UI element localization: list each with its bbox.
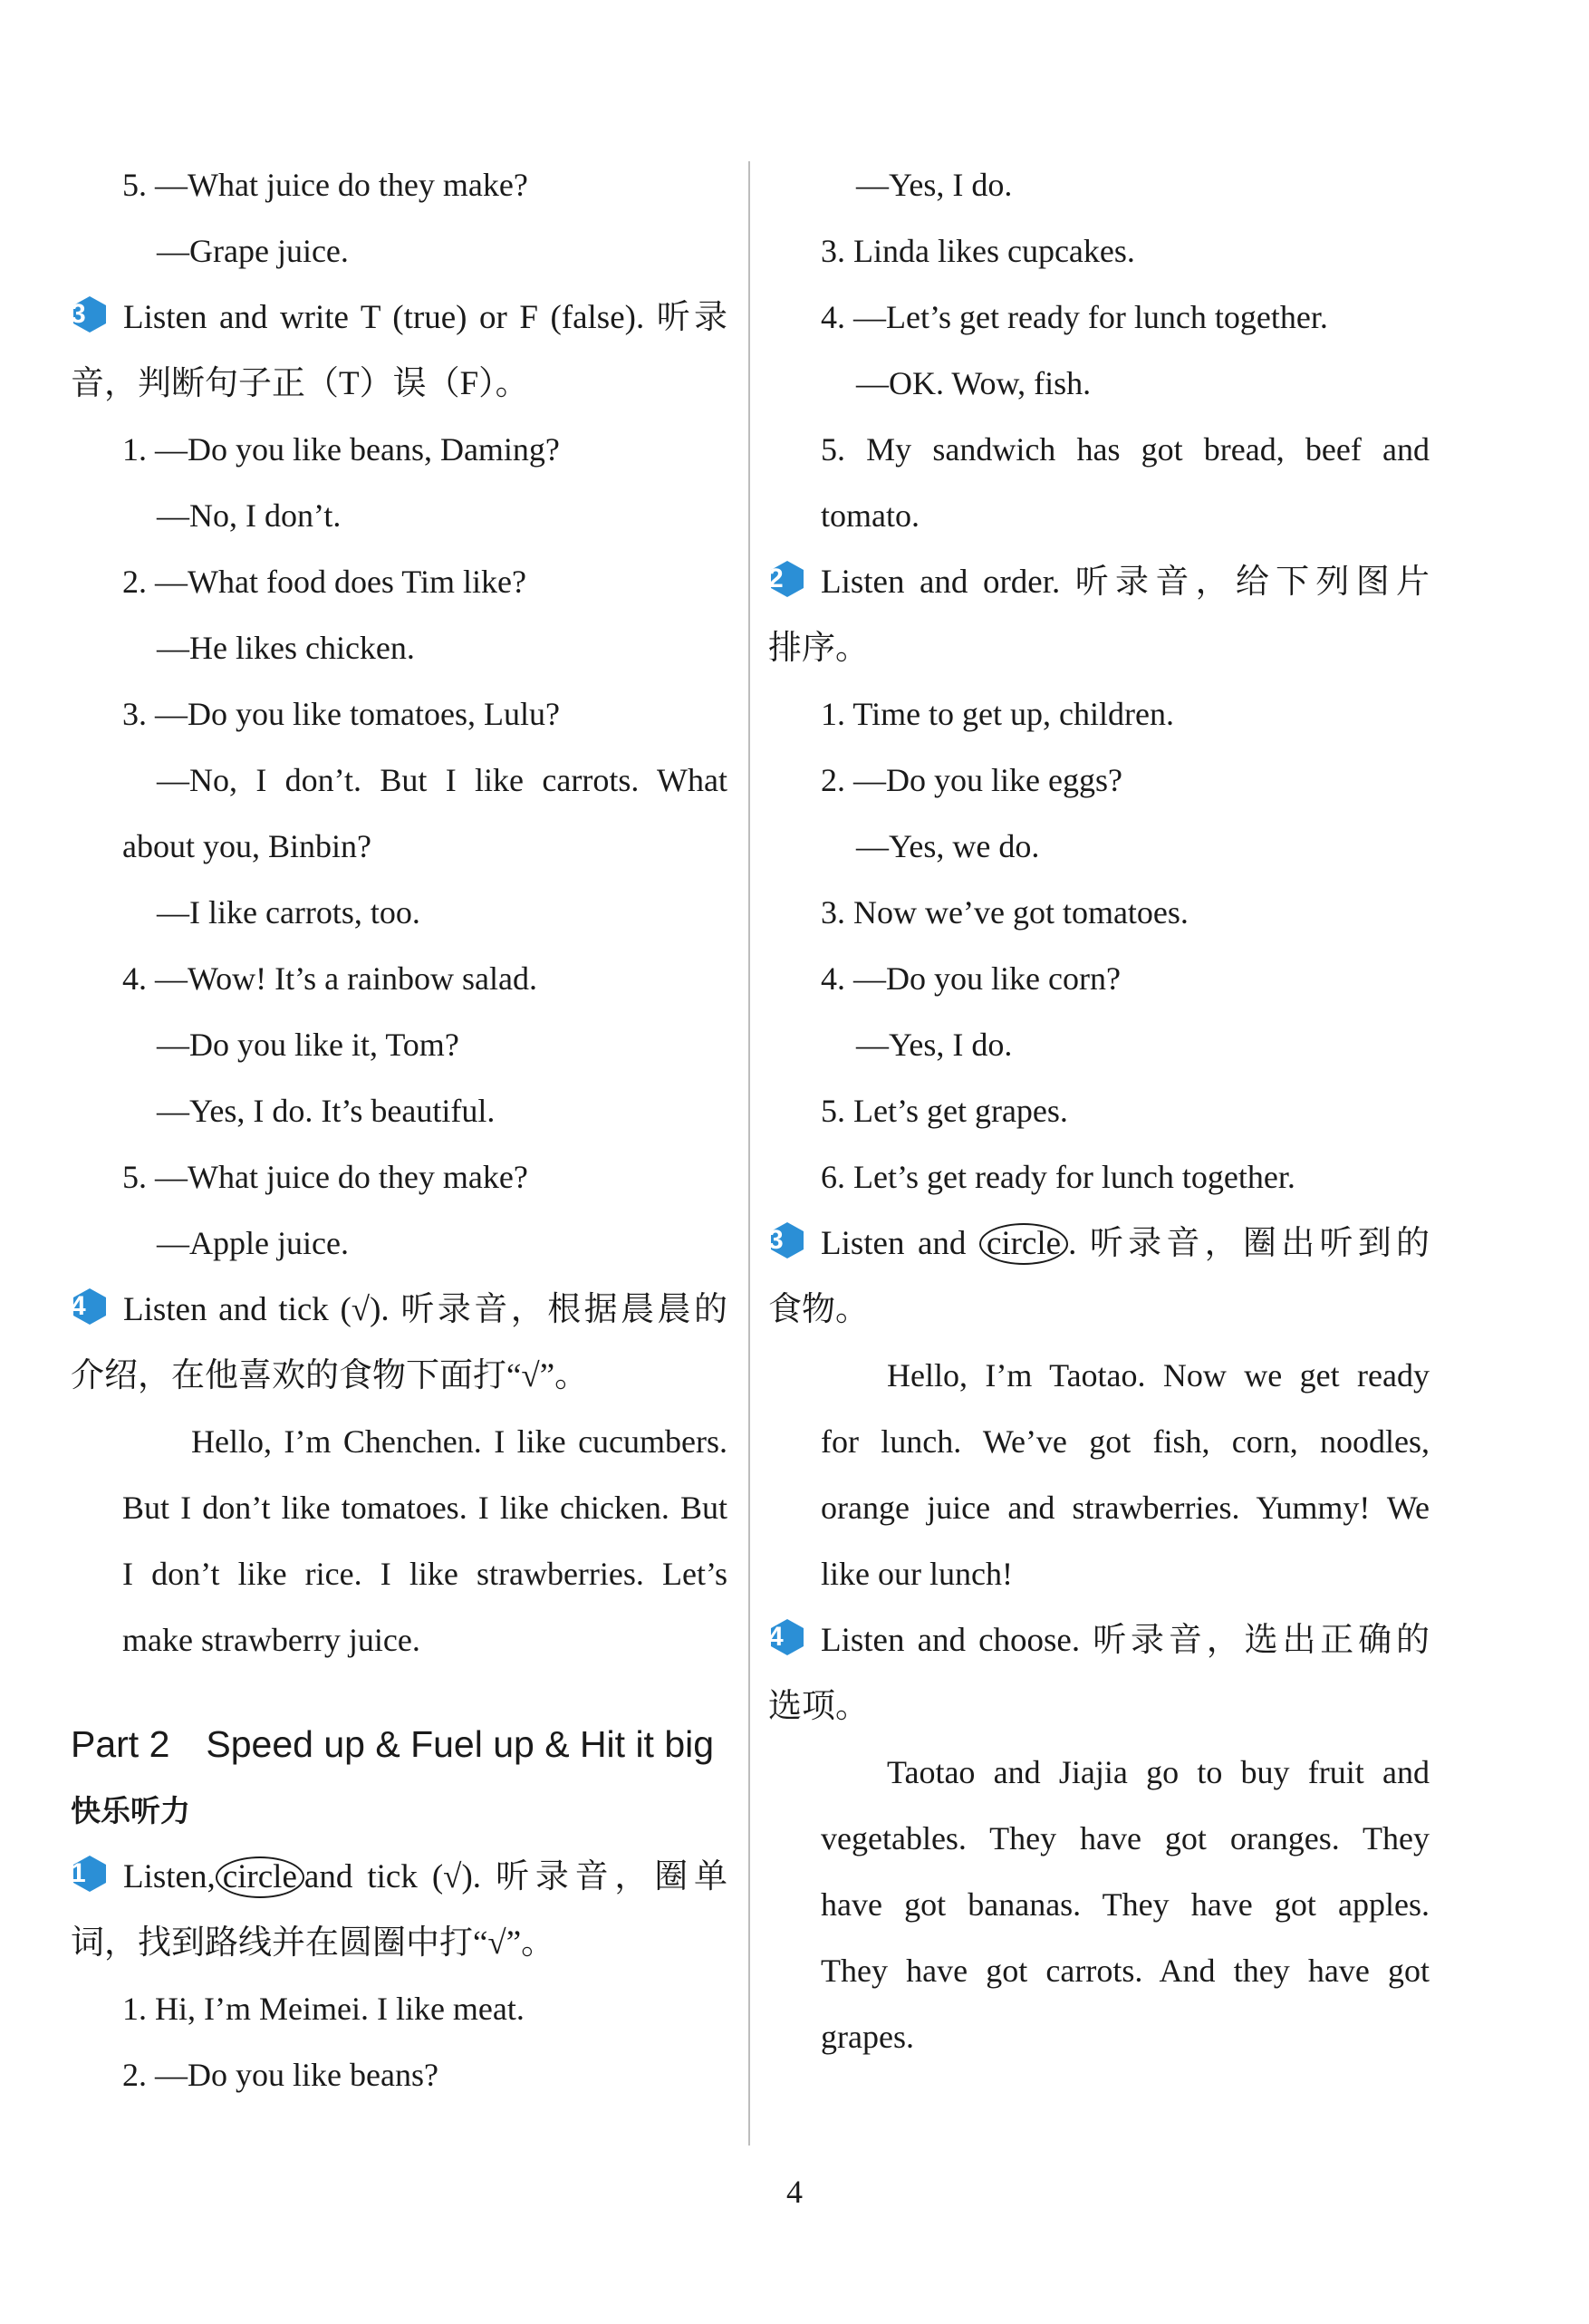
text-line: 3. Now we’ve got tomatoes.: [821, 894, 1189, 931]
exercise-4-right: [768, 1607, 1430, 2070]
exercise-heading: [768, 549, 1430, 615]
text-line: —Yes, I do.: [856, 167, 1013, 203]
exercise-heading: [768, 1607, 1430, 1673]
paragraph-line: Hello, I’m Chenchen. I like cucumbers.: [191, 1423, 727, 1460]
part-title: [71, 1712, 727, 1778]
part-name: Speed up & Fuel up & Hit it big: [206, 1723, 715, 1765]
text-line: —He likes chicken.: [157, 630, 415, 666]
text-line: —No, I don’t. But I like carrots. What: [157, 762, 727, 798]
text-line: 5. —What juice do they make?: [122, 167, 528, 203]
section-subtitle: 快乐听力: [71, 1793, 190, 1828]
heading-text-cont: 选项。: [768, 1688, 869, 1725]
text-line: 3. Linda likes cupcakes.: [821, 233, 1135, 269]
part-label: Part 2: [71, 1723, 170, 1765]
paragraph-line: for lunch. We’ve got fish, corn, noodles,: [821, 1423, 1430, 1460]
left-column: [71, 152, 727, 2108]
text-line: —Yes, we do.: [856, 828, 1040, 864]
exercise-heading: [71, 1277, 727, 1343]
paragraph-line: have got bananas. They have got apples.: [821, 1886, 1430, 1923]
text-line: 1. —Do you like beans, Daming?: [122, 431, 560, 468]
text-line: 5. Let’s get grapes.: [821, 1093, 1068, 1129]
paragraph-line: Hello, I’m Taotao. Now we get ready: [887, 1357, 1430, 1393]
heading-text: Listen and order. 听录音，给下列图片: [821, 564, 1430, 601]
text-line: 4. —Let’s get ready for lunch together.: [821, 299, 1328, 335]
number-badge: 3: [71, 295, 109, 333]
circled-word: circle: [979, 1223, 1068, 1265]
text-line: tomato.: [821, 497, 920, 534]
text-line: about you, Binbin?: [122, 828, 371, 864]
heading-text: Listen and choose. 听录音，选出正确的: [821, 1622, 1430, 1659]
exercise-2-right: [768, 549, 1430, 1210]
exercise-4-left: [71, 1277, 727, 1673]
text-line: 1. Time to get up, children.: [821, 696, 1174, 732]
text-line: 4. —Do you like corn?: [821, 960, 1121, 997]
heading-text-cont: 介绍，在他喜欢的食物下面打“√”。: [71, 1357, 589, 1394]
exercise-3-right: [768, 1210, 1430, 1607]
text-line: —Yes, I do.: [856, 1027, 1013, 1063]
circled-word: circle: [216, 1856, 304, 1898]
text-line: —OK. Wow, fish.: [856, 365, 1092, 401]
exercise-heading: [71, 1844, 727, 1910]
column-divider: [748, 161, 750, 2146]
paragraph-line: They have got carrots. And they have got: [821, 1953, 1430, 1989]
pre-lines: [768, 152, 1430, 549]
text-line: 2. —Do you like eggs?: [821, 762, 1122, 798]
page-number: 4: [786, 2174, 803, 2210]
exercise-heading: [768, 1210, 1430, 1277]
paragraph-line: grapes.: [821, 2019, 914, 2055]
pre-lines: [71, 152, 727, 284]
heading-text-cont: 食物。: [768, 1291, 869, 1328]
text-line: 2. —Do you like beans?: [122, 2057, 438, 2093]
paragraph-line: vegetables. They have got oranges. They: [821, 1820, 1430, 1856]
paragraph-line: But I don’t like tomatoes. I like chicken. But: [122, 1490, 727, 1526]
part-2-section: [71, 1712, 727, 1844]
text-line: —Do you like it, Tom?: [157, 1027, 459, 1063]
text-line: 3. —Do you like tomatoes, Lulu?: [122, 696, 560, 732]
paragraph-line: I don’t like rice. I like strawberries. Let’s: [122, 1556, 727, 1592]
heading-text-cont: 词，找到路线并在圆圈中打“√”。: [71, 1924, 555, 1962]
heading-text: . 听录音，圈出听到的: [1068, 1225, 1430, 1262]
number-badge: 2: [768, 560, 806, 598]
text-line: 5. My sandwich has got bread, beef and: [821, 431, 1430, 468]
paragraph-line: orange juice and strawberries. Yummy! We: [821, 1490, 1430, 1526]
text-line: —Yes, I do. It’s beautiful.: [157, 1093, 496, 1129]
heading-text: and tick (√). 听录音，圈单: [303, 1858, 727, 1895]
text-line: 1. Hi, I’m Meimei. I like meat.: [122, 1991, 525, 2027]
text-line: —I like carrots, too.: [157, 894, 420, 931]
text-line: —Apple juice.: [157, 1225, 349, 1261]
exercise-heading: [71, 284, 727, 351]
paragraph-line: like our lunch!: [821, 1556, 1013, 1592]
text-line: 2. —What food does Tim like?: [122, 564, 526, 600]
text-line: 4. —Wow! It’s a rainbow salad.: [122, 960, 537, 997]
text-line: 5. —What juice do they make?: [122, 1159, 528, 1195]
number-badge: 1: [71, 1855, 109, 1893]
heading-text-cont: 排序。: [768, 630, 869, 667]
paragraph-line: make strawberry juice.: [122, 1622, 420, 1658]
number-badge: 4: [768, 1618, 806, 1656]
exercise-3-left: [71, 284, 727, 1277]
text-line: 6. Let’s get ready for lunch together.: [821, 1159, 1295, 1195]
heading-text: Listen and tick (√). 听录音，根据晨晨的: [123, 1291, 727, 1328]
heading-text: Listen and write T (true) or F (false). 听录: [123, 299, 727, 336]
text-line: —No, I don’t.: [157, 497, 342, 534]
text-line: —Grape juice.: [157, 233, 349, 269]
exercise-1-left: [71, 1844, 727, 2108]
right-column: [768, 152, 1430, 2070]
number-badge: 4: [71, 1287, 109, 1326]
number-badge: 3: [768, 1221, 806, 1259]
heading-text: Listen and: [821, 1225, 967, 1262]
heading-text-cont: 音，判断句子正（T）误（F）。: [71, 365, 529, 402]
heading-text: Listen,: [123, 1858, 216, 1895]
paragraph-line: Taotao and Jiajia go to buy fruit and: [887, 1754, 1430, 1790]
